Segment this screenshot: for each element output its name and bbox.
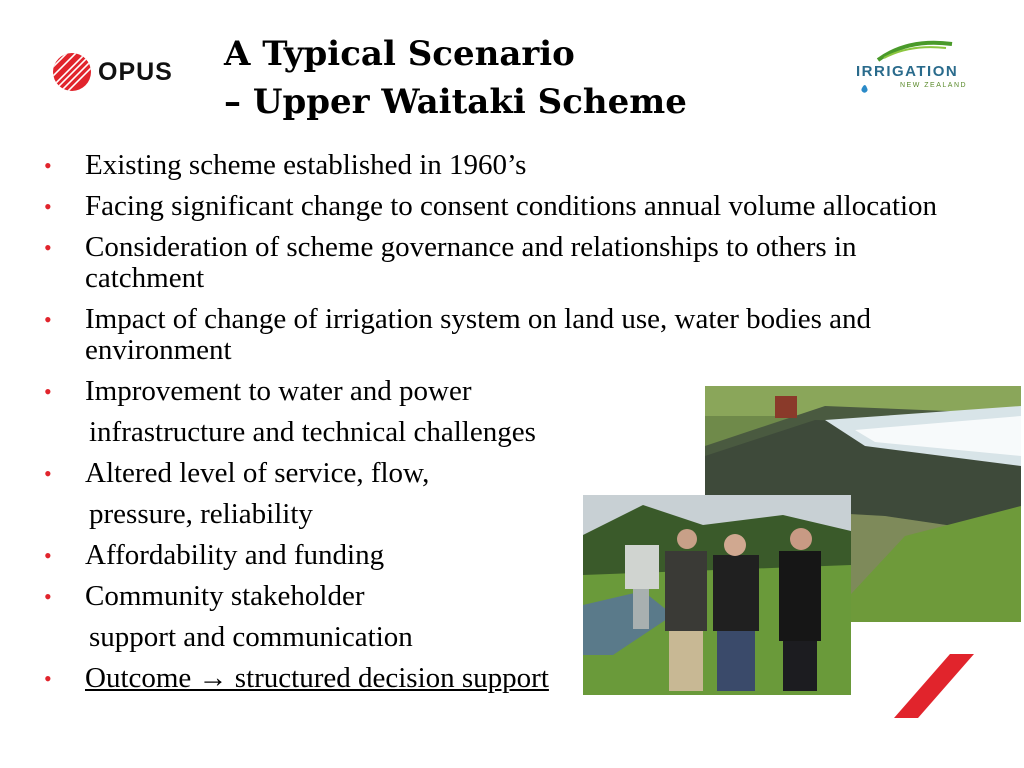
bullet-dot-icon: • bbox=[44, 461, 52, 486]
bullet-continuation: pressure, reliability bbox=[89, 498, 313, 530]
bullet-item bbox=[44, 232, 964, 294]
bullet-continuation: infrastructure and technical challenges bbox=[89, 416, 536, 448]
bullet-dot-icon: • bbox=[44, 543, 52, 568]
title-line-1: A Typical Scenario bbox=[224, 34, 575, 74]
bullet-item bbox=[44, 150, 964, 181]
bullet-dot-icon: • bbox=[44, 379, 52, 404]
bullet-text: Community stakeholder bbox=[85, 580, 365, 612]
red-slash-decoration bbox=[890, 652, 980, 720]
bullet-item bbox=[44, 191, 964, 222]
opus-wordmark: OPUS bbox=[98, 57, 173, 86]
people-at-canal-photo bbox=[583, 495, 851, 695]
opus-logo bbox=[52, 48, 192, 96]
bullet-dot-icon: • bbox=[44, 666, 52, 691]
bullet-text: Improvement to water and power bbox=[85, 375, 472, 407]
irrigation-wordmark: IRRIGATION bbox=[856, 63, 959, 80]
bullet-dot-icon: • bbox=[44, 584, 52, 609]
bullet-text: Altered level of service, flow, bbox=[85, 457, 430, 489]
opus-sphere-icon bbox=[52, 52, 92, 92]
bullet-text: Affordability and funding bbox=[85, 539, 385, 571]
bullet-text: Impact of change of irrigation system on land use, water bodies and environment bbox=[85, 303, 871, 366]
bullet-text: Existing scheme established in 1960’s bbox=[85, 149, 527, 181]
outcome-text: Outcome → structured decision support bbox=[85, 662, 549, 694]
bullet-dot-icon: • bbox=[44, 235, 52, 260]
slide-title bbox=[224, 30, 687, 126]
bullet-item bbox=[44, 304, 964, 366]
bullet-text: Consideration of scheme governance and relationships to others in catchment bbox=[85, 231, 857, 294]
title-line-2: – Upper Waitaki Scheme bbox=[224, 82, 687, 122]
irrigation-nz-logo bbox=[848, 32, 976, 102]
bullet-text: Facing significant change to consent conditions annual volume allocation bbox=[85, 190, 938, 222]
irrigation-subtitle: NEW ZEALAND bbox=[900, 82, 968, 89]
bullet-dot-icon: • bbox=[44, 307, 52, 332]
bullet-dot-icon: • bbox=[44, 153, 52, 178]
bullet-continuation: support and communication bbox=[89, 621, 413, 653]
bullet-dot-icon: • bbox=[44, 194, 52, 219]
